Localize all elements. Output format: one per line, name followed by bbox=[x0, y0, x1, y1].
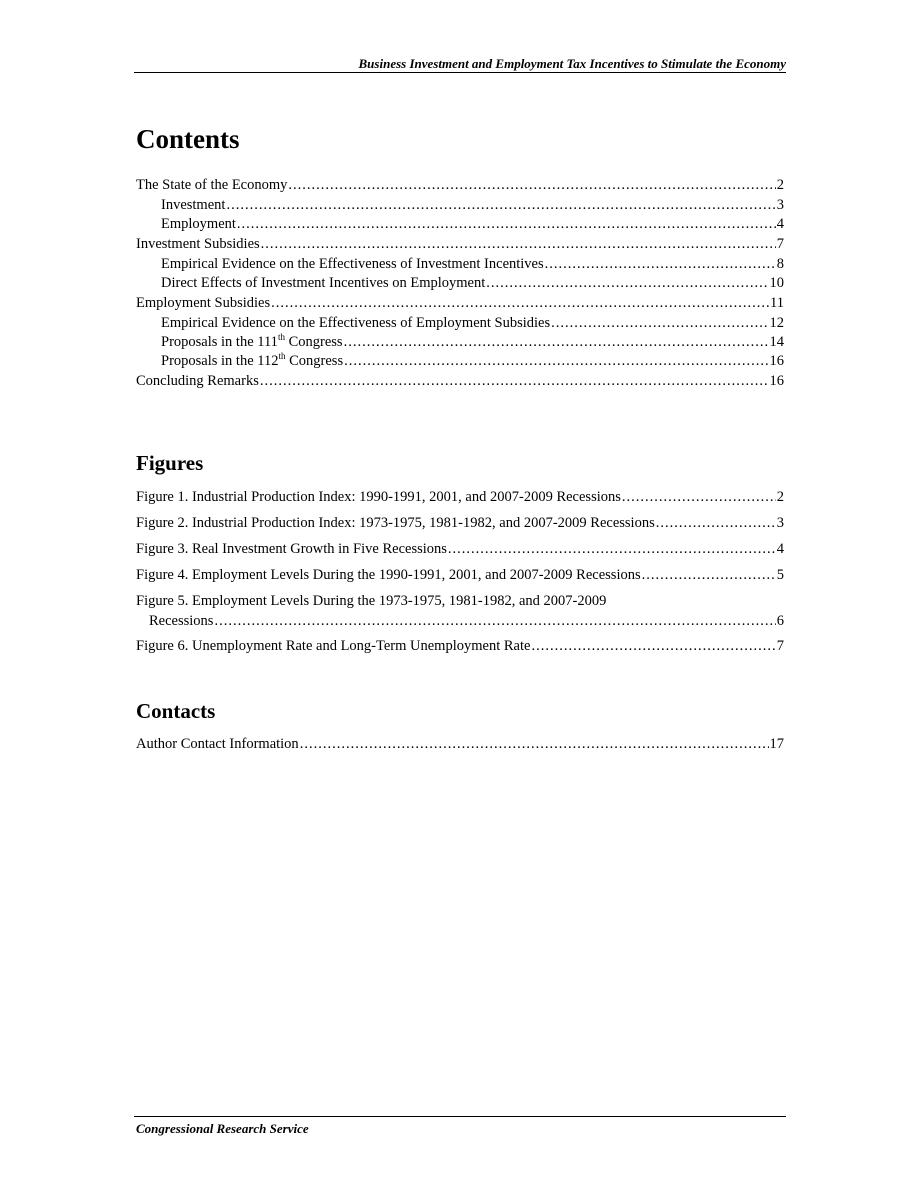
header-rule bbox=[134, 72, 786, 73]
toc-entry-title bbox=[161, 352, 343, 371]
figure-entry-wrapped[interactable] bbox=[136, 588, 784, 631]
contact-entry-title: Author Contact Information bbox=[136, 736, 299, 752]
toc-entry[interactable] bbox=[136, 215, 784, 234]
dot-leader bbox=[237, 215, 776, 234]
dot-leader bbox=[288, 175, 775, 196]
toc-entry-page: 16 bbox=[769, 353, 784, 369]
toc-entry-title bbox=[161, 333, 343, 352]
figure-entry-continuation bbox=[136, 611, 784, 631]
footer-text: Congressional Research Service bbox=[136, 1121, 309, 1136]
toc-entry[interactable] bbox=[136, 293, 784, 314]
ordinal-suffix: th bbox=[278, 351, 286, 362]
dot-leader bbox=[214, 611, 775, 631]
running-header: Business Investment and Employment Tax Incentives to Stimulate the Economy bbox=[358, 56, 786, 71]
contact-entry-page: 17 bbox=[769, 736, 784, 752]
toc-entry-title: Empirical Evidence on the Effectiveness of Employment Subsidies bbox=[161, 315, 551, 331]
toc-entry[interactable] bbox=[136, 274, 784, 293]
figure-entry-title-line2: Recessions bbox=[149, 613, 214, 629]
toc-entry-title: Investment Subsidies bbox=[136, 236, 260, 252]
toc-entry-page: 2 bbox=[776, 177, 784, 193]
dot-leader bbox=[300, 734, 769, 755]
toc-entry[interactable] bbox=[136, 371, 784, 392]
figure-entry-title: Figure 4. Employment Levels During the 1990-1991, 2001, and 2007-2009 Recessions bbox=[136, 567, 641, 583]
toc-entry-page: 12 bbox=[769, 315, 784, 331]
toc-entry[interactable] bbox=[136, 255, 784, 274]
contents-list bbox=[136, 175, 784, 392]
figure-entry-title: Figure 6. Unemployment Rate and Long-Term Unemployment Rate bbox=[136, 638, 531, 654]
dot-leader bbox=[448, 536, 776, 562]
figures-list bbox=[136, 484, 784, 659]
toc-entry-title: Concluding Remarks bbox=[136, 373, 259, 389]
toc-entry-title: The State of the Economy bbox=[136, 177, 288, 193]
figure-entry-page: 6 bbox=[776, 613, 784, 629]
toc-entry-title: Investment bbox=[161, 197, 226, 213]
contacts-heading: Contacts bbox=[136, 699, 216, 723]
figure-entry[interactable] bbox=[136, 562, 784, 588]
figure-entry-title-line1: Figure 5. Employment Levels During the 1973-1975, 1981-1982, and 2007-2009 bbox=[136, 593, 607, 609]
toc-entry[interactable] bbox=[136, 314, 784, 333]
dot-leader bbox=[656, 510, 776, 536]
toc-entry[interactable] bbox=[136, 175, 784, 196]
toc-entry-title-pre: Proposals in the 111 bbox=[161, 334, 278, 350]
toc-entry-title: Employment bbox=[161, 216, 236, 232]
toc-entry-title-post: Congress bbox=[285, 353, 344, 369]
dot-leader bbox=[531, 633, 775, 659]
dot-leader bbox=[271, 293, 769, 314]
dot-leader bbox=[226, 196, 775, 215]
footer-rule bbox=[134, 1116, 786, 1117]
toc-entry-title: Direct Effects of Investment Incentives on Employment bbox=[161, 275, 486, 291]
figure-entry[interactable] bbox=[136, 536, 784, 562]
toc-entry-title: Employment Subsidies bbox=[136, 295, 271, 311]
figure-entry-title: Figure 1. Industrial Production Index: 1990-1991, 2001, and 2007-2009 Recessions bbox=[136, 489, 621, 505]
figure-entry-title: Figure 2. Industrial Production Index: 1973-1975, 1981-1982, and 2007-2009 Recessions bbox=[136, 515, 655, 531]
dot-leader bbox=[261, 234, 776, 255]
figure-entry[interactable] bbox=[136, 484, 784, 510]
toc-entry[interactable] bbox=[136, 234, 784, 255]
toc-entry[interactable] bbox=[136, 352, 784, 371]
figure-entry-page: 7 bbox=[776, 638, 784, 654]
toc-entry[interactable] bbox=[136, 196, 784, 215]
toc-entry-page: 7 bbox=[776, 236, 784, 252]
toc-entry-page: 11 bbox=[770, 295, 784, 311]
dot-leader bbox=[545, 255, 776, 274]
ordinal-suffix: th bbox=[277, 332, 285, 343]
toc-entry-page: 8 bbox=[776, 256, 784, 272]
toc-entry-title-post: Congress bbox=[284, 334, 343, 350]
figure-entry-page: 3 bbox=[776, 515, 784, 531]
figures-heading: Figures bbox=[136, 451, 204, 475]
dot-leader bbox=[344, 352, 768, 371]
dot-leader bbox=[260, 371, 769, 392]
dot-leader bbox=[622, 484, 776, 510]
toc-entry[interactable] bbox=[136, 333, 784, 352]
dot-leader bbox=[486, 274, 768, 293]
toc-entry-page: 14 bbox=[769, 334, 784, 350]
toc-entry-page: 16 bbox=[769, 373, 784, 389]
figure-entry[interactable] bbox=[136, 510, 784, 536]
toc-entry-page: 3 bbox=[776, 197, 784, 213]
dot-leader bbox=[642, 562, 776, 588]
contacts-list bbox=[136, 734, 784, 755]
dot-leader bbox=[551, 314, 768, 333]
contents-heading: Contents bbox=[136, 124, 240, 154]
figure-entry-page: 2 bbox=[776, 489, 784, 505]
figure-entry-page: 4 bbox=[776, 541, 784, 557]
dot-leader bbox=[344, 333, 769, 352]
toc-entry-title-pre: Proposals in the 112 bbox=[161, 353, 279, 369]
figure-entry[interactable] bbox=[136, 633, 784, 659]
toc-entry-page: 4 bbox=[776, 216, 784, 232]
contact-entry[interactable] bbox=[136, 734, 784, 755]
toc-entry-page: 10 bbox=[769, 275, 784, 291]
figure-entry-page: 5 bbox=[776, 567, 784, 583]
toc-entry-title: Empirical Evidence on the Effectiveness of Investment Incentives bbox=[161, 256, 544, 272]
figure-entry-title: Figure 3. Real Investment Growth in Five Recessions bbox=[136, 541, 447, 557]
